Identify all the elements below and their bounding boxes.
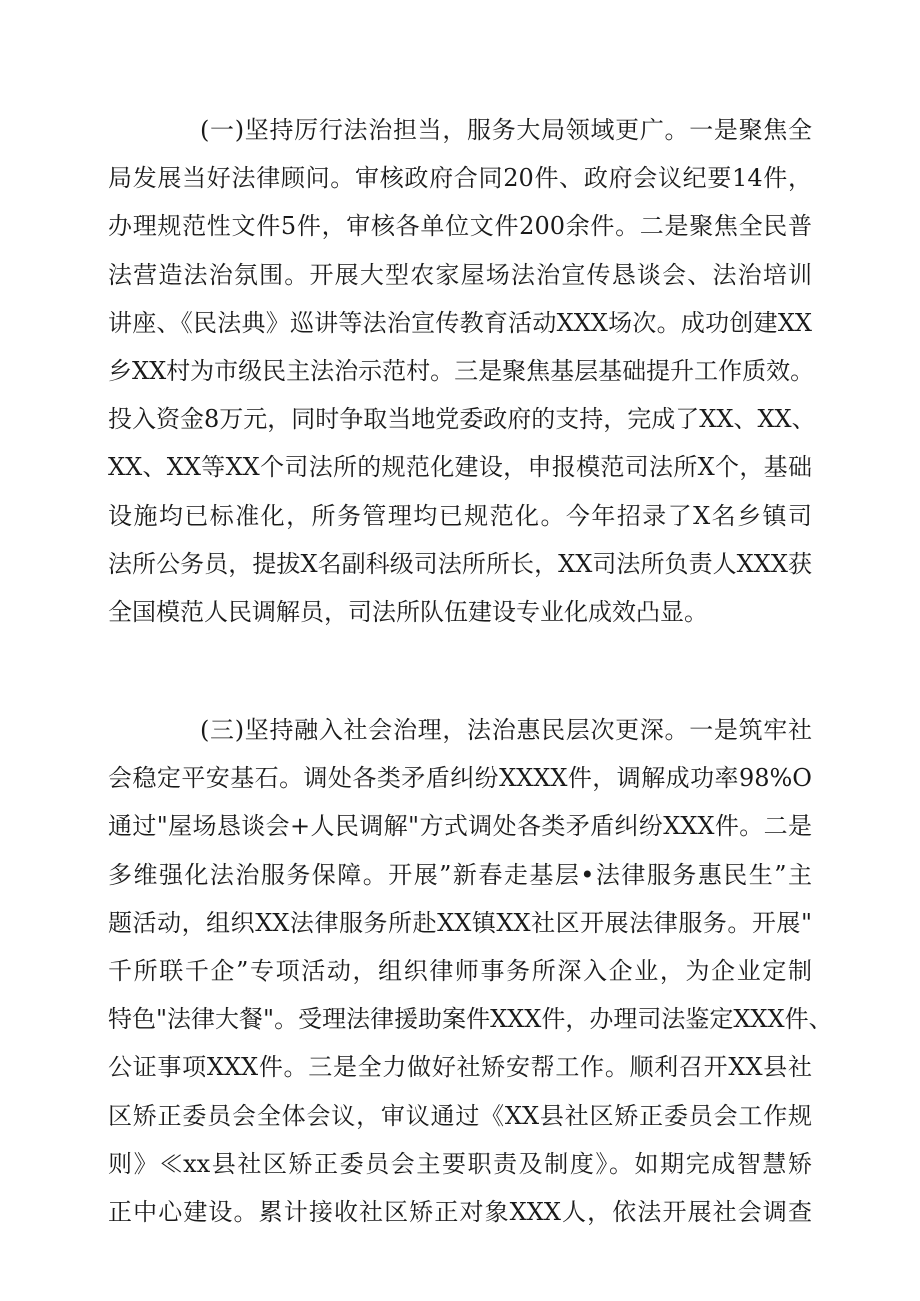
text-line: 投入资金8万元，同时争取当地党委政府的支持，完成了XX、XX、 xyxy=(108,405,816,434)
text-line: 法所公务员，提拔X名副科级司法所所长，XX司法所负责人XXX获 xyxy=(108,549,812,578)
text-line: 讲座、《民法典》巡讲等法治宣传教育活动XXX场次。成功创建XX xyxy=(108,308,812,337)
text-line: 会稳定平安基石。调处各类矛盾纠纷XXXX件，调解成功率98%O xyxy=(108,764,812,793)
text-line: 通过"屋场恳谈会+人民调解"方式调处各类矛盾纠纷XXX件。二是 xyxy=(108,812,812,841)
text-line: 特色"法律大餐"。受理法律援助案件XXX件，办理司法鉴定XXX件、 xyxy=(108,1005,833,1034)
text-line: 区矫正委员会全体会议，审议通过《XX县社区矫正委员会工作规 xyxy=(108,1101,812,1130)
text-line: 正中心建设。累计接收社区矫正对象XXX人，依法开展社会调查 xyxy=(108,1198,812,1226)
text-line: 全国模范人民调解员，司法所队伍建设专业化成效凸显。 xyxy=(108,598,708,626)
text-line: 千所联千企”专项活动，组织律师事务所深入企业，为企业定制 xyxy=(108,957,812,985)
text-line: 乡XX村为市级民主法治示范村。三是聚焦基层基础提升工作质效。 xyxy=(108,357,815,385)
text-line: 则》≪xx县社区矫正委员会主要职责及制度》。如期完成智慧矫 xyxy=(108,1149,812,1178)
text-line: 办理规范性文件5件，审核各单位文件200余件。二是聚焦全民普 xyxy=(108,212,812,241)
text-line: (三)坚持融入社会治理，法治惠民层次更深。一是筑牢社 xyxy=(200,716,812,744)
text-line: 局发展当好法律顾问。审核政府合同20件、政府会议纪要14件， xyxy=(108,164,812,193)
text-line: 题活动，组织XX法律服务所赴XX镇XX社区开展法律服务。开展" xyxy=(108,908,812,937)
text-line: (一)坚持厉行法治担当，服务大局领域更广。一是聚焦全 xyxy=(200,116,812,144)
text-line: 多维强化法治服务保障。开展”新春走基层•法律服务惠民生”主 xyxy=(108,860,812,889)
text-line: 法营造法治氛围。开展大型农家屋场法治宣传恳谈会、法治培训 xyxy=(108,260,812,289)
text-line: XX、XX等XX个司法所的规范化建设，申报模范司法所X个，基础 xyxy=(108,453,812,482)
text-line: 公证事项XXX件。三是全力做好社矫安帮工作。顺利召开XX县社 xyxy=(108,1053,812,1082)
text-line: 设施均已标准化，所务管理均已规范化。今年招录了X名乡镇司 xyxy=(108,501,812,530)
